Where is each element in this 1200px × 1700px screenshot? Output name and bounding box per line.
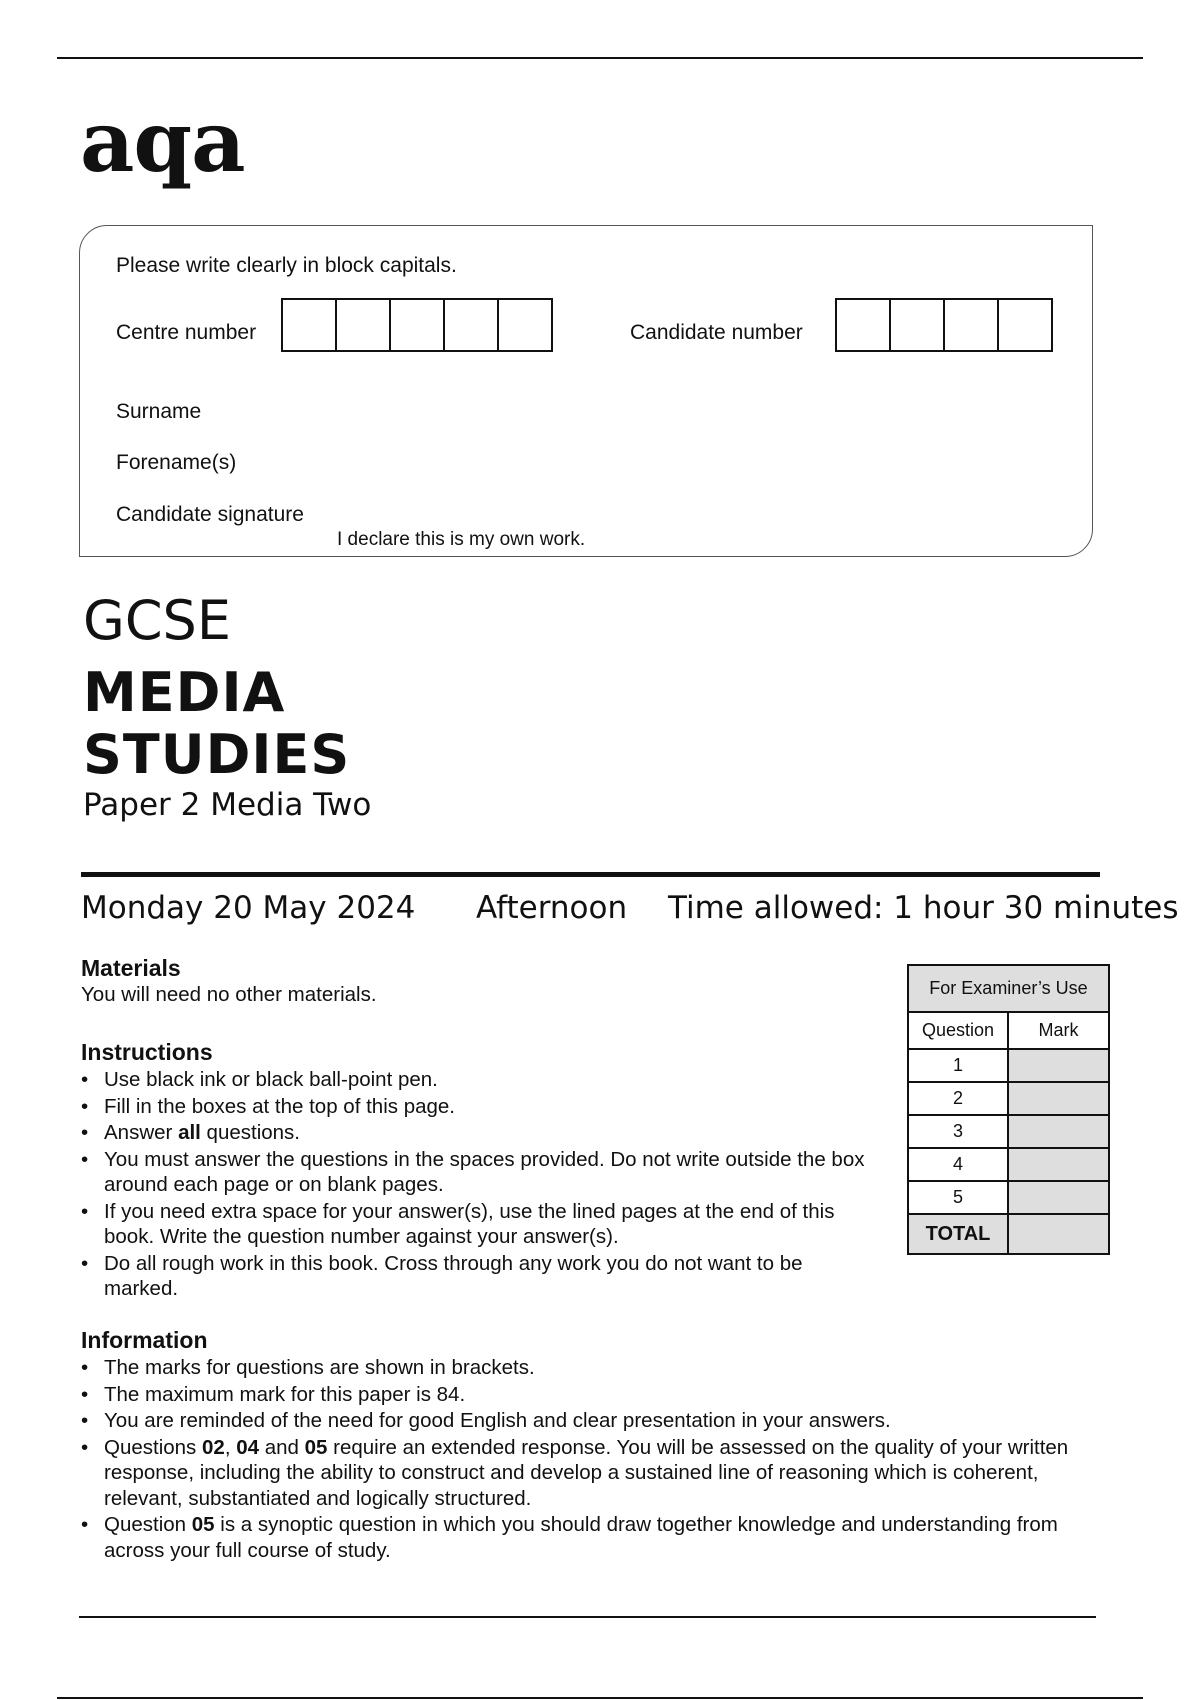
list-item: • Question 05 is a synoptic question in which you should draw together knowledge and understanding from across your full course of study. <box>81 1512 1101 1563</box>
information-section <box>81 1327 1101 1564</box>
instructions-heading: Instructions <box>81 1039 213 1065</box>
list-item: • The maximum mark for this paper is 84. <box>81 1382 1101 1408</box>
centre-number-boxes[interactable] <box>281 298 553 352</box>
subject-line-1: MEDIA <box>83 661 286 724</box>
mark-cell <box>1008 1082 1109 1115</box>
list-item: • If you need extra space for your answer(s), use the lined pages at the end of this book. Write the question number against your answer(s). <box>81 1199 881 1250</box>
list-item: • You are reminded of the need for good English and clear presentation in your answers. <box>81 1408 1101 1434</box>
declaration-text: I declare this is my own work. <box>337 529 586 550</box>
mark-column-header: Mark <box>1008 1012 1109 1049</box>
signature-label: Candidate signature <box>116 503 304 526</box>
mark-cell <box>1008 1148 1109 1181</box>
materials-heading: Materials <box>81 955 181 981</box>
examiners-use-table <box>907 964 1110 1255</box>
question-number: 3 <box>908 1115 1008 1148</box>
candidate-number-box[interactable] <box>835 298 891 352</box>
table-row <box>908 1082 1109 1115</box>
information-list <box>81 1355 1101 1563</box>
table-row <box>908 1214 1109 1254</box>
surname-label: Surname <box>116 400 202 423</box>
list-item: • You must answer the questions in the spaces provided. Do not write outside the box around each page or on blank pages. <box>81 1147 881 1198</box>
table-row <box>908 1115 1109 1148</box>
centre-number-label: Centre number <box>116 321 257 344</box>
qualification-title: GCSE <box>83 589 231 652</box>
page-bottom-rule <box>57 1697 1143 1699</box>
materials-text: You will need no other materials. <box>81 983 377 1006</box>
question-number: 2 <box>908 1082 1008 1115</box>
examiners-use-title: For Examiner’s Use <box>908 965 1109 1012</box>
list-item: • The marks for questions are shown in brackets. <box>81 1355 1101 1381</box>
mark-cell <box>1008 1049 1109 1082</box>
centre-number-box[interactable] <box>443 298 499 352</box>
question-column-header: Question <box>908 1012 1008 1049</box>
list-item: • Do all rough work in this book. Cross through any work you do not want to be marked. <box>81 1251 881 1302</box>
candidate-number-box[interactable] <box>997 298 1053 352</box>
mark-cell <box>1008 1181 1109 1214</box>
candidate-number-boxes[interactable] <box>835 298 1053 352</box>
time-allowed: Time allowed: 1 hour 30 minutes <box>668 890 1179 926</box>
materials-section <box>81 955 377 1007</box>
exam-date: Monday 20 May 2024 <box>81 890 416 926</box>
subject-title <box>83 662 350 785</box>
table-row <box>908 1181 1109 1214</box>
centre-number-box[interactable] <box>497 298 553 352</box>
table-row <box>908 1049 1109 1082</box>
top-rule <box>57 57 1143 59</box>
instructions-list <box>81 1067 881 1302</box>
candidate-number-box[interactable] <box>943 298 999 352</box>
information-heading: Information <box>81 1327 208 1353</box>
total-label: TOTAL <box>908 1214 1008 1254</box>
question-number: 5 <box>908 1181 1008 1214</box>
forename-label: Forename(s) <box>116 451 237 474</box>
list-item: • Fill in the boxes at the top of this page. <box>81 1094 881 1120</box>
total-mark-cell <box>1008 1214 1109 1254</box>
centre-number-box[interactable] <box>389 298 445 352</box>
question-number: 1 <box>908 1049 1008 1082</box>
list-item: • Use black ink or black ball-point pen. <box>81 1067 881 1093</box>
question-number: 4 <box>908 1148 1008 1181</box>
mark-cell <box>1008 1115 1109 1148</box>
instructions-section <box>81 1039 881 1303</box>
candidate-number-box[interactable] <box>889 298 945 352</box>
subject-line-2: STUDIES <box>83 722 351 786</box>
candidate-number-label: Candidate number <box>630 321 803 344</box>
list-item: • Questions 02, 04 and 05 require an extended response. You will be assessed on the quality of your written response, including the ability to construct and develop a sustained line of reasoning which is coherent, relevant, substantiated and logically structured. <box>81 1435 1101 1512</box>
paper-title: Paper 2 Media Two <box>83 787 372 823</box>
exam-session: Afternoon <box>476 890 628 926</box>
aqa-logo: aqa <box>80 92 245 191</box>
block-capitals-instruction: Please write clearly in block capitals. <box>116 254 457 277</box>
centre-number-box[interactable] <box>335 298 391 352</box>
title-rule <box>81 872 1100 877</box>
centre-number-box[interactable] <box>281 298 337 352</box>
bottom-rule <box>79 1616 1096 1618</box>
list-item: • Answer all questions. <box>81 1120 881 1146</box>
table-row <box>908 1148 1109 1181</box>
